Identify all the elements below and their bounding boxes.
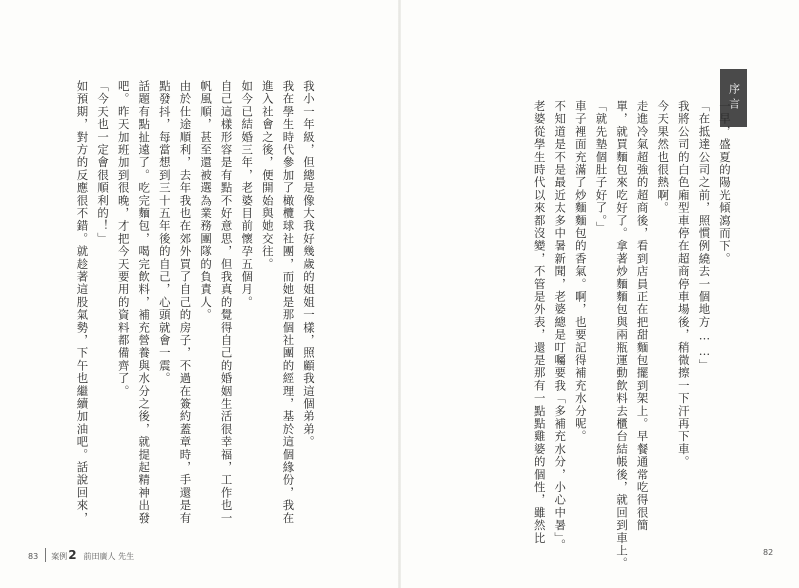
paragraph: 由於仕途順利，去年我也在郊外買了自己的房子，不過在簽約蓋章時，手還是有	[178, 80, 193, 525]
case-name: 前田廣人 先生	[83, 552, 135, 561]
page-number: 83	[28, 552, 39, 561]
paragraph: 「在抵達公司之前，照慣例繞去一個地方……」	[697, 100, 712, 372]
paragraph: 自己這樣形容是有點不好意思，但我真的覺得自己的婚姻生活很幸福，工作也一	[219, 80, 234, 525]
paragraph: 車子裡面充滿了炒麵麵包的香氣。啊，也要記得補充水分呢。	[573, 100, 588, 443]
paragraph: 我在學生時代參加了橄欖球社團，而她是那個社團的經理，基於這個緣份，我在	[281, 80, 296, 525]
paragraph: 不知道是不是最近太多中暑新聞，老婆總是叮囑要我「多補充水分，小心中暑」。	[553, 100, 568, 552]
section-tab: 序言	[720, 69, 747, 127]
paragraph: 帆風順，甚至還被選為業務團隊的負責人。	[199, 80, 214, 322]
right-page-body	[529, 100, 735, 570]
paragraph: 話題有點扯遠了。吃完麵包，喝完飲料，補充營養與水分之後，就提起精神出發	[137, 80, 152, 525]
paragraph: 我小一年級，但總是像大我好幾歲的姐姐一樣，照顧我這個弟弟。	[302, 80, 316, 449]
page-number: 82	[763, 548, 774, 557]
paragraph: 「今天也一定會很順利的！」	[96, 80, 111, 246]
paragraph: 一早，盛夏的陽光傾瀉而下。	[718, 100, 732, 266]
right-page	[400, 0, 799, 588]
paragraph: 我將公司的白色廂型車停在超商停車場後，稍微擦一下汗再下車。	[676, 100, 691, 469]
left-page	[0, 0, 399, 588]
paragraph: 吧。昨天加班加到很晚，才把今天要用的資料都備齊了。	[116, 80, 131, 398]
paragraph: 單，就買麵包來吃好了。拿著炒麵麵包與兩瓶運動飲料去櫃台結帳後，就回到車上。	[615, 100, 630, 570]
case-number: 2	[68, 548, 77, 562]
left-page-footer	[28, 548, 134, 562]
paragraph: 走進冷氣超強的超商後，看到店員正在把甜麵包擺到架上。早餐通常吃得很簡	[635, 100, 650, 532]
case-badge	[45, 548, 76, 562]
paragraph: 如今已結婚三年，老婆目前懷孕五個月。	[240, 80, 255, 309]
paragraph: 進入社會之後，便開始與她交往。	[260, 80, 275, 271]
case-label: 案例	[51, 552, 68, 561]
paragraph: 點發抖，每當想到三十五年後的自己，心頭就會一震。	[157, 80, 172, 385]
paragraph: 「就先墊個肚子好了。」	[594, 100, 609, 234]
paragraph: 如預期，對方的反應很不錯。就趁著這股氣勢，下午也繼續加油吧。話說回來，	[75, 80, 90, 525]
paragraph: 老婆從學生時代以來都沒變，不管是外表，還是那有一點點雞婆的個性，雖然比	[532, 100, 547, 545]
left-page-body	[72, 80, 319, 525]
paragraph: 今天果然也很熱啊。	[656, 100, 671, 215]
